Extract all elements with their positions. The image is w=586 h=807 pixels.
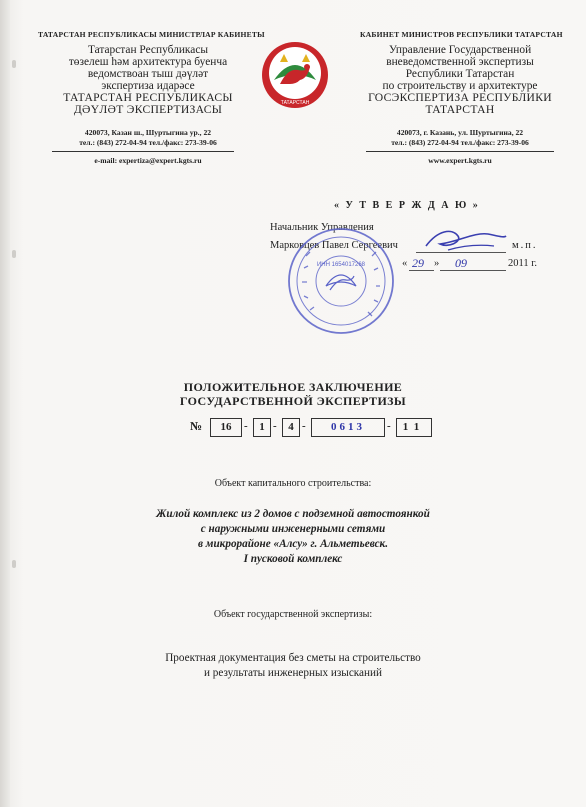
number-part: 4 (282, 418, 300, 437)
left-email: e-mail: expertiza@expert.kgts.ru (94, 156, 202, 165)
left-header-line: ведомствоан тыш дәүләт (87, 68, 209, 80)
right-cabinet-title: КАБИНЕТ МИНИСТРОВ РЕСПУБЛИКИ ТАТАРСТАН (360, 30, 563, 39)
seal-place-mark: м.п. (512, 240, 538, 251)
number-sign: № (190, 419, 203, 433)
right-header-big: ТАТАРСТАН (425, 103, 495, 116)
left-header-line: Татарстан Республикасы (87, 44, 209, 56)
object-line: в микрорайоне «Алсу» г. Альметьевск. (198, 538, 388, 550)
number-dash: - (387, 420, 391, 432)
right-header-big: ГОСЭКСПЕРТИЗА РЕСПУБЛИКИ (368, 91, 552, 104)
binder-hole (12, 250, 16, 258)
expertise-line: и результаты инженерных изысканий (204, 667, 382, 679)
date-day-line (409, 270, 434, 271)
number-part: 0613 (311, 418, 385, 437)
number-dash: - (273, 420, 277, 432)
right-header-line: Управление Государственной (388, 44, 532, 56)
right-divider (366, 151, 554, 152)
conclusion-subtitle: ГОСУДАРСТВЕННОЙ ЭКСПЕРТИЗЫ (179, 394, 407, 408)
object-line: с наружными инженерными сетями (200, 523, 386, 535)
right-website: www.expert.kgts.ru (428, 156, 492, 165)
approver-position: Начальник Управления (270, 222, 374, 233)
date-close-quote: » (434, 258, 440, 269)
seal-inn: ИНН 1654017268 (316, 262, 366, 268)
binder-hole (12, 560, 16, 568)
approval-heading: « У Т В Е Р Ж Д А Ю » (334, 200, 480, 211)
number-dash: - (302, 420, 306, 432)
left-header-line: экспертиза идарәсе (101, 80, 195, 92)
signature-icon (418, 224, 510, 256)
left-phone: тел.: (843) 272-04-94 тел./факс: 273-39-06 (79, 138, 217, 147)
right-header-line: Республики Татарстан (405, 68, 515, 80)
number-part: 11 (396, 418, 432, 437)
expertise-label: Объект государственной экспертизы: (213, 609, 373, 620)
left-header-big: ДӘҮЛӘТ ЭКСПЕРТИЗАСЫ (73, 103, 223, 116)
number-part: 1 (253, 418, 271, 437)
date-year: 2011 г. (508, 258, 537, 269)
left-header-big: ТАТАРСТАН РЕСПУБЛИКАСЫ (63, 91, 233, 104)
right-address: 420073, г. Казань, ул. Шуртыгина, 22 (396, 128, 524, 137)
binder-hole (12, 60, 16, 68)
left-address: 420073, Казан ш., Шуртыгина ур., 22 (84, 128, 212, 137)
left-divider (52, 151, 234, 152)
object-line: I пусковой комплекс (243, 553, 343, 565)
conclusion-title: ПОЛОЖИТЕЛЬНОЕ ЗАКЛЮЧЕНИЕ (183, 380, 403, 394)
date-month: 09 (455, 256, 467, 270)
date-month-line (440, 270, 506, 271)
expertise-line: Проектная документация без сметы на строительство (165, 652, 421, 664)
emblem-caption: ТАТАРСТАН (280, 100, 310, 106)
number-dash: - (244, 420, 248, 432)
approver-name: Марковцев Павел Сергеевич (270, 240, 398, 251)
right-header-line: вневедомственной экспертизы (386, 56, 534, 68)
object-label: Объект капитального строительства: (214, 478, 372, 489)
date-open-quote: « (402, 258, 408, 269)
left-header-line: төзелеш һәм архитектура буенча (68, 56, 228, 68)
left-cabinet-title: ТАТАРСТАН РЕСПУБЛИКАСЫ МИНИСТРЛАР КАБИНЕТЫ (38, 30, 265, 39)
number-part: 16 (210, 418, 242, 437)
object-line: Жилой комплекс из 2 домов с подземной автостоянкой (156, 508, 430, 520)
tatarstan-emblem-icon (260, 40, 330, 110)
page-edge (0, 0, 10, 807)
right-header-line: по строительству и архитектуре (382, 80, 538, 92)
emblem (260, 40, 330, 110)
right-phone: тел.: (843) 272-04-94 тел./факс: 273-39-06 (391, 138, 529, 147)
round-seal-icon (286, 226, 396, 336)
date-day: 29 (412, 256, 424, 270)
